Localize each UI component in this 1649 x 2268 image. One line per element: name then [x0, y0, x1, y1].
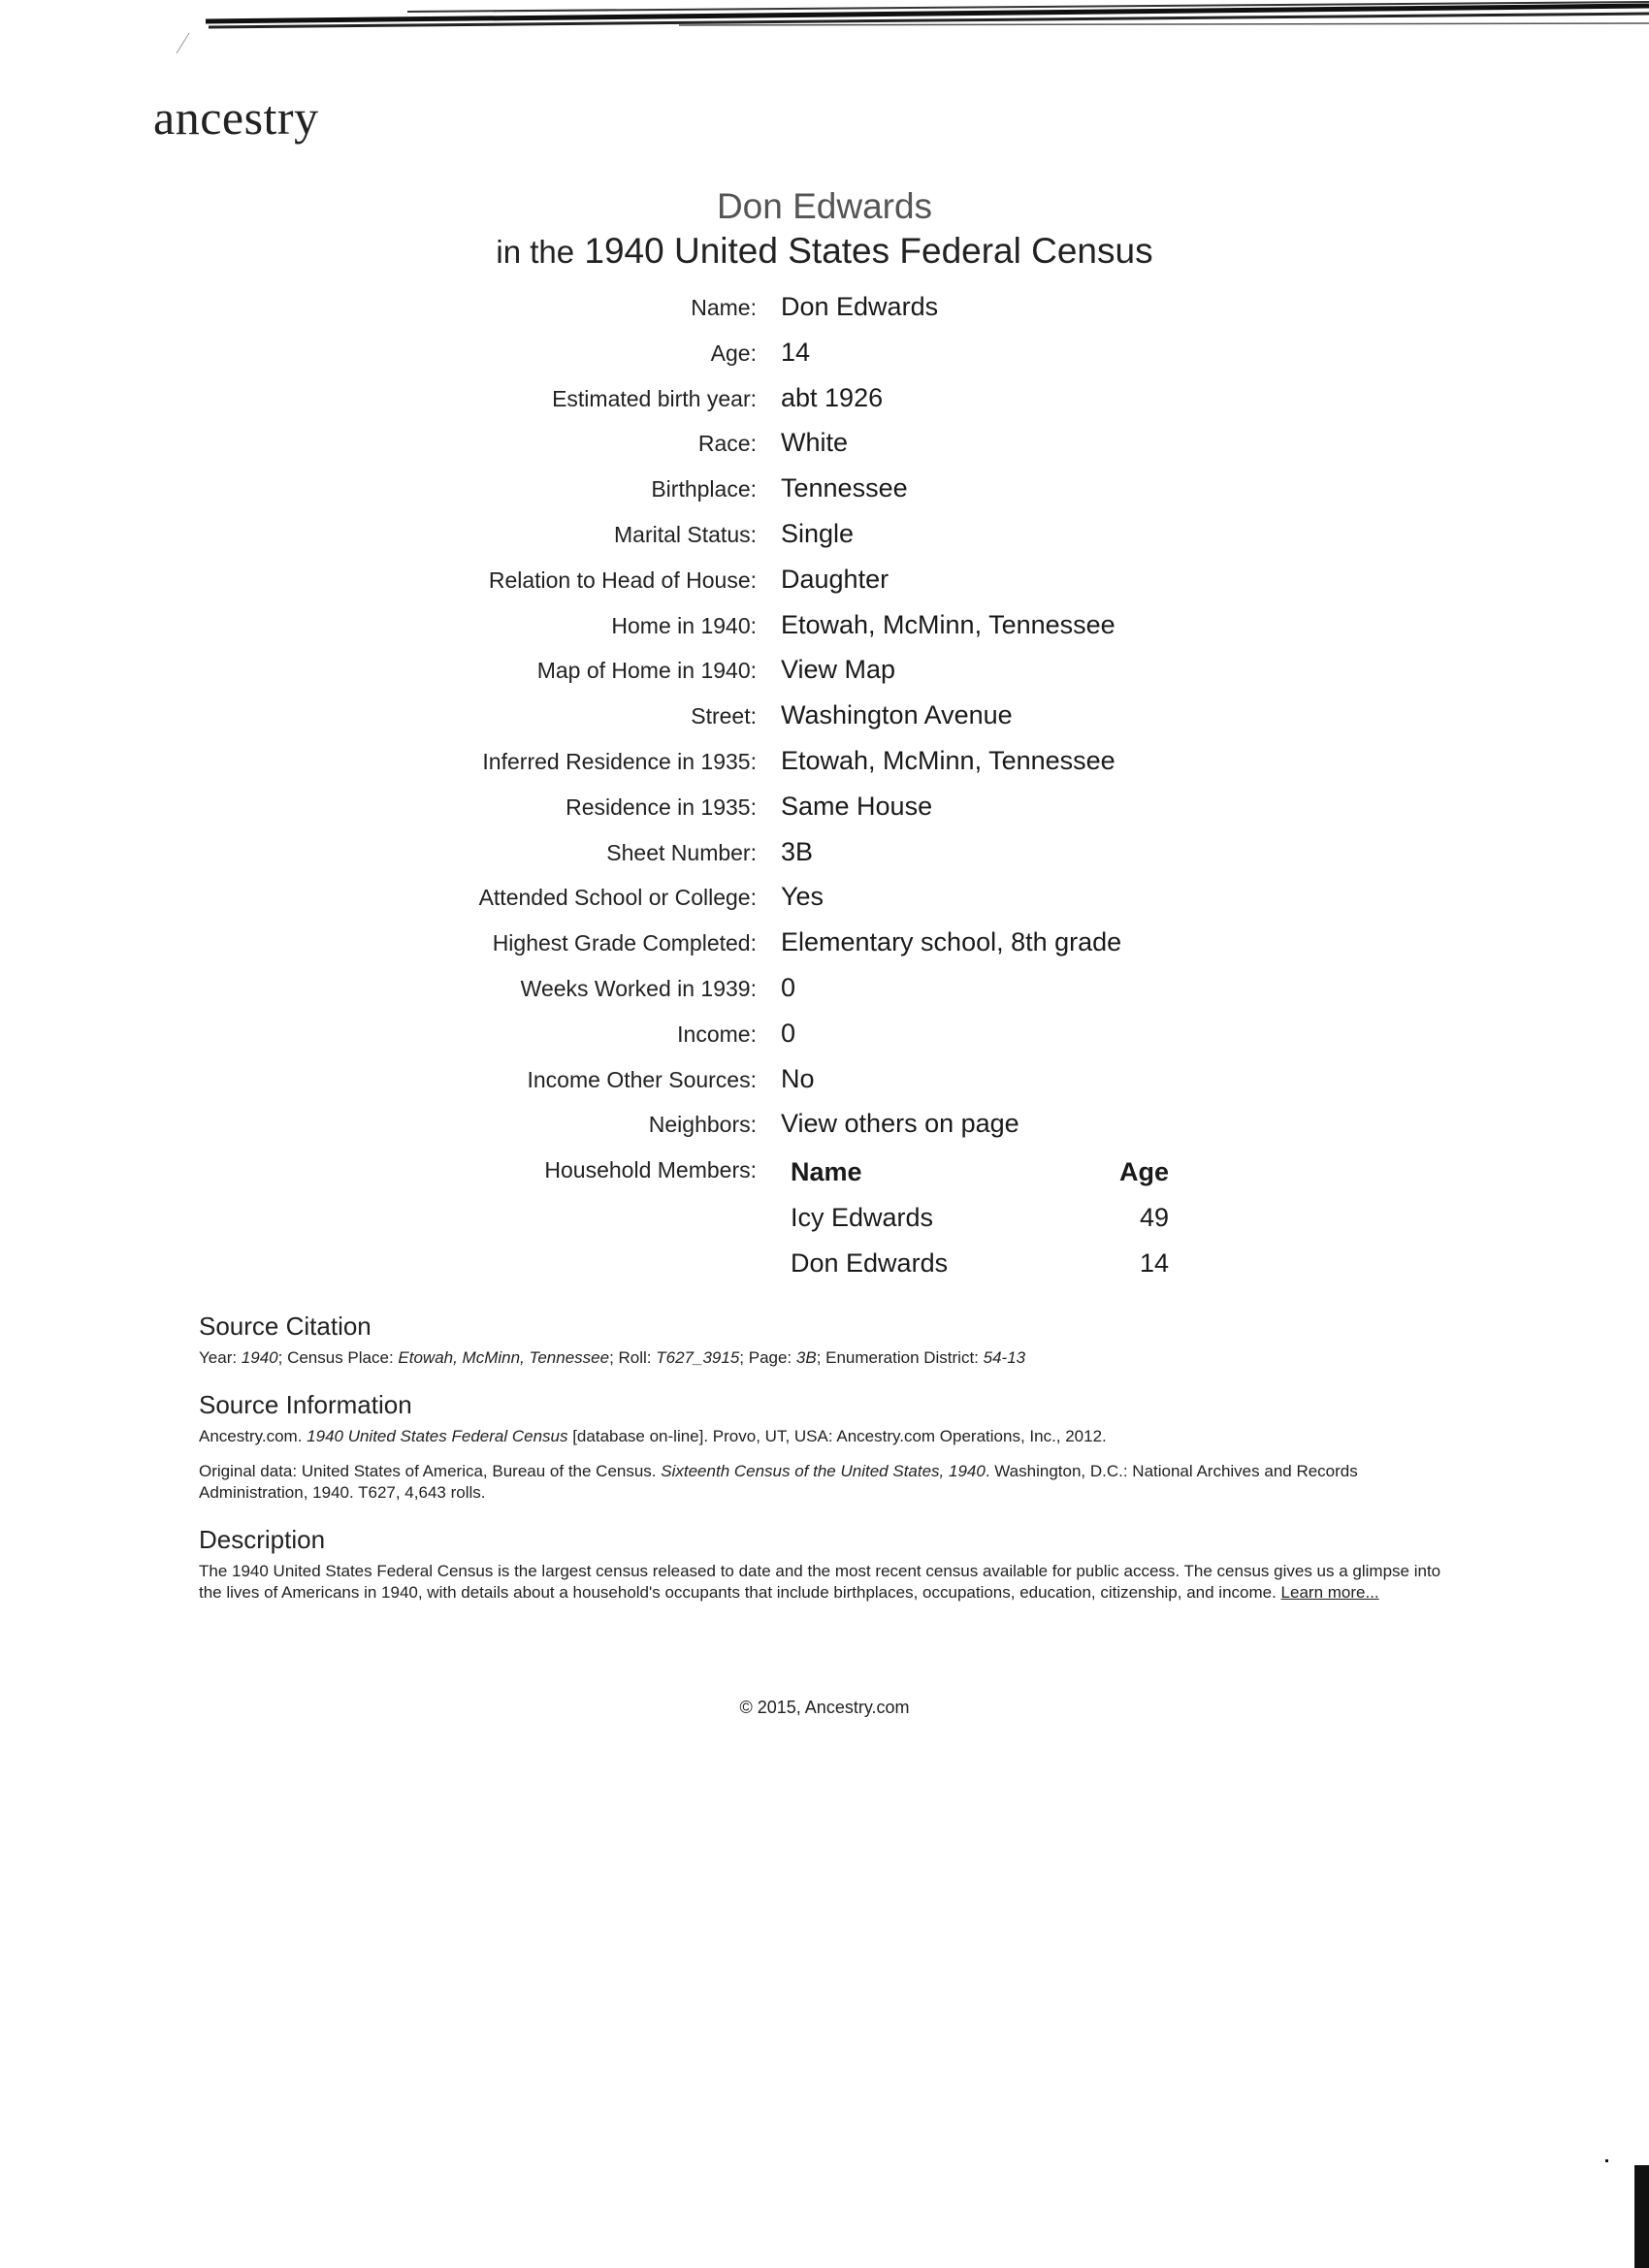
field-label: Birthplace:: [651, 476, 757, 502]
source-information-line-2: Original data: United States of America, Bureau of the Census. Sixteenth Census of the United States, 1940. Washington, D.C.: National Archives and Records Administration, 1940. T627, 4,643 rolls.: [199, 1462, 1358, 1502]
field-row-sheet-number: [0, 834, 1649, 880]
field-value: Same House: [781, 791, 933, 821]
field-row-race: [0, 425, 1649, 470]
field-value: 3B: [781, 836, 814, 866]
learn-more-link[interactable]: Learn more...: [1280, 1583, 1379, 1602]
record-sources: [199, 1312, 1450, 1625]
field-row-birth-year: [0, 380, 1649, 426]
field-label: Inferred Residence in 1935:: [482, 748, 757, 774]
scan-artifact-lines: [0, 0, 1649, 58]
field-row-home-1940: [0, 607, 1649, 653]
household-header-row: [791, 1151, 1169, 1197]
collection-name: 1940 United States Federal Census: [584, 231, 1153, 271]
field-value: 0: [781, 972, 796, 1002]
field-value: Etowah, McMinn, Tennessee: [781, 609, 1116, 639]
field-label: Sheet Number:: [606, 839, 757, 865]
field-label: Income:: [677, 1021, 757, 1047]
field-value: Single: [781, 518, 855, 548]
field-value: White: [781, 428, 849, 458]
field-row-birthplace: [0, 470, 1649, 516]
household-member-age: 49: [1139, 1202, 1169, 1232]
field-row-age: [0, 335, 1649, 380]
source-citation-text: Year: 1940; Census Place: Etowah, McMinn, Tennessee; Roll: T627_3915; Page: 3B; Enumeration District: 54-13: [199, 1348, 1026, 1367]
field-label: Weeks Worked in 1939:: [520, 975, 757, 1001]
household-header-age: Age: [1118, 1157, 1169, 1187]
title-lead: in the: [496, 234, 575, 270]
field-value: abt 1926: [781, 382, 884, 412]
field-value: No: [781, 1063, 815, 1093]
field-row-inferred-residence: [0, 743, 1649, 789]
field-row-weeks-worked: [0, 970, 1649, 1016]
household-members-table: [791, 1151, 1169, 1287]
field-value: 14: [781, 337, 811, 367]
field-label: Map of Home in 1940:: [536, 658, 757, 684]
household-member-row: [791, 1243, 1169, 1288]
collection-title: [0, 229, 1649, 275]
person-name-title: Don Edwards: [716, 186, 933, 226]
field-row-household: [0, 1151, 1649, 1287]
field-label: Attended School or College:: [478, 885, 757, 911]
description-text: The 1940 United States Federal Census is the largest census released to date and the most recent census available for public access. The census gives us a glimpse into the lives of Americans in 1940, with details about a household's occupants that include birthplaces, occupations, education, citizenship, and income. Learn more...: [199, 1562, 1441, 1602]
copyright-notice: © 2015, Ancestry.com: [739, 1698, 910, 1717]
field-label: Income Other Sources:: [527, 1066, 757, 1092]
field-label: Neighbors:: [648, 1112, 757, 1138]
description-heading: Description: [199, 1525, 326, 1554]
field-row-marital-status: [0, 516, 1649, 562]
household-header-name: Name: [791, 1157, 862, 1187]
field-value: Don Edwards: [781, 292, 939, 321]
household-member-age: 14: [1139, 1247, 1169, 1278]
field-row-attended-school: [0, 879, 1649, 924]
field-value: Tennessee: [781, 473, 908, 503]
source-information-line-1: Ancestry.com. 1940 United States Federal Census [database on-line]. Provo, UT, USA: Ancestry.com Operations, Inc., 2012.: [199, 1427, 1107, 1445]
field-value: Etowah, McMinn, Tennessee: [781, 745, 1116, 775]
field-row-highest-grade: [0, 924, 1649, 970]
field-label: Marital Status:: [614, 521, 757, 547]
field-label: Home in 1940:: [611, 612, 757, 638]
field-label: Residence in 1935:: [566, 794, 757, 820]
field-value: Elementary school, 8th grade: [781, 927, 1122, 957]
field-row-income: [0, 1016, 1649, 1061]
scan-edge-mark: [1634, 2165, 1649, 2268]
source-citation-heading: Source Citation: [199, 1312, 372, 1341]
household-member-name[interactable]: Icy Edwards: [791, 1202, 934, 1232]
field-value: Washington Avenue: [781, 700, 1013, 730]
household-member-row: [791, 1197, 1169, 1243]
record-details: [0, 289, 1649, 1287]
ancestry-logo: ancestry: [153, 90, 319, 145]
source-information-heading: Source Information: [199, 1390, 412, 1419]
view-neighbors-link[interactable]: View others on page: [781, 1109, 1019, 1139]
field-row-name: [0, 289, 1649, 335]
field-label: Street:: [691, 703, 757, 729]
field-row-residence-1935: [0, 789, 1649, 834]
field-label: Household Members:: [544, 1157, 757, 1183]
field-row-income-other: [0, 1061, 1649, 1107]
field-row-relation: [0, 562, 1649, 607]
field-label: Estimated birth year:: [552, 385, 757, 411]
field-row-neighbors: [0, 1106, 1649, 1151]
view-map-link[interactable]: View Map: [781, 655, 896, 685]
field-row-map: [0, 652, 1649, 697]
field-label: Name:: [691, 295, 757, 320]
field-value: 0: [781, 1018, 796, 1048]
field-label: Relation to Head of House:: [488, 567, 757, 593]
field-label: Age:: [710, 340, 757, 366]
field-label: Highest Grade Completed:: [492, 930, 757, 956]
record-title: [0, 184, 1649, 275]
scan-edge-speck: [1605, 2159, 1608, 2162]
field-value: Daughter: [781, 564, 889, 594]
field-value: Yes: [781, 882, 824, 912]
field-label: Race:: [697, 431, 757, 457]
field-row-street: [0, 697, 1649, 743]
household-member-name[interactable]: Don Edwards: [791, 1247, 949, 1278]
